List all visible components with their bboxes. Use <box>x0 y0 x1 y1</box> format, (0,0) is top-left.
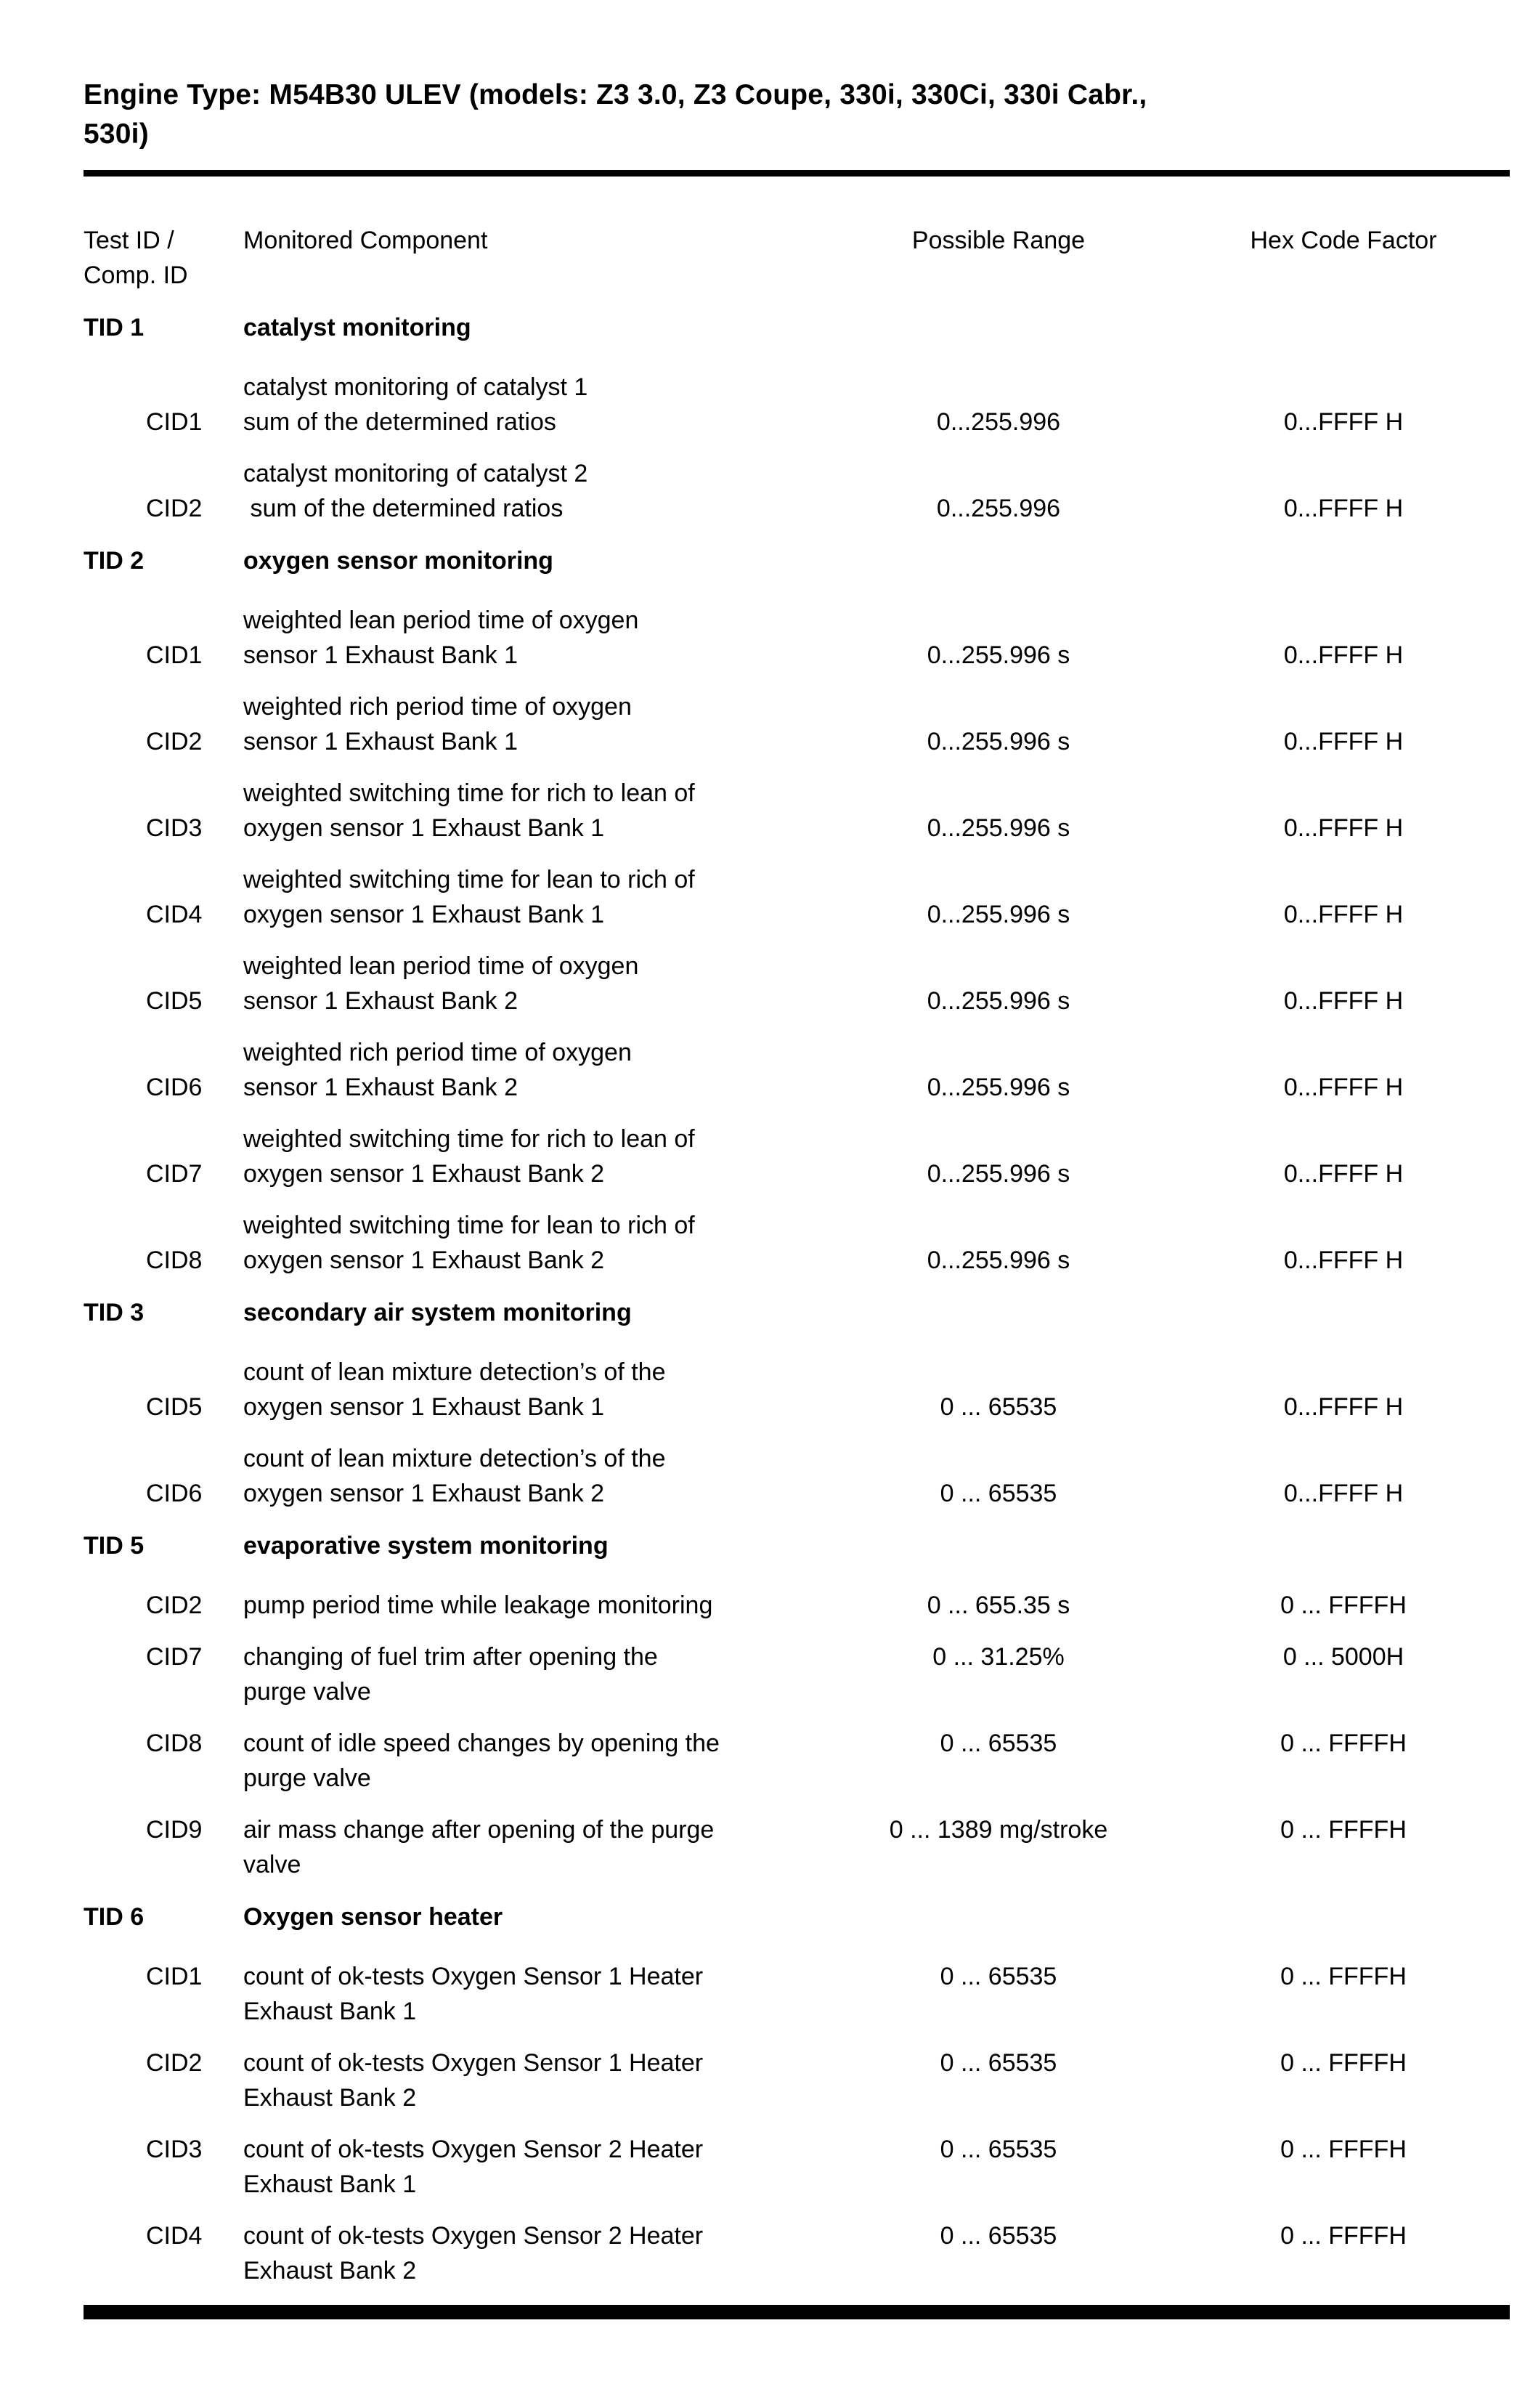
table-body <box>84 310 1525 2288</box>
cid-range: 0...255.996 s <box>927 987 1070 1015</box>
page-title <box>84 76 1525 154</box>
cid-component <box>243 2046 824 2115</box>
cid-component <box>243 1035 824 1105</box>
cid-range: 0 ... 65535 <box>940 1963 1057 1990</box>
cid-label: CID5 <box>146 1393 203 1421</box>
cid-hex: 0 ... 5000H <box>1282 1643 1404 1671</box>
cid-hex: 0 ... FFFFH <box>1280 2222 1407 2250</box>
cid-label: CID1 <box>146 641 203 669</box>
cid-label: CID9 <box>146 1816 203 1844</box>
cid-row <box>84 2132 1525 2202</box>
cid-component-line: purge valve <box>243 1764 371 1792</box>
cid-component <box>243 1441 824 1511</box>
cid-component-line: catalyst monitoring of catalyst 2 <box>243 460 588 487</box>
tid-label: TID 2 <box>84 547 145 575</box>
cid-hex: 0...FFFF H <box>1283 901 1404 928</box>
cid-component <box>243 603 824 673</box>
cid-row <box>84 456 1525 526</box>
cid-label: CID2 <box>146 495 203 522</box>
cid-component <box>243 689 824 759</box>
cid-component-line: count of ok-tests Oxygen Sensor 2 Heater <box>243 2136 704 2163</box>
cid-hex: 0...FFFF H <box>1283 1074 1404 1101</box>
cid-label: CID8 <box>146 1730 203 1757</box>
cid-component-line: weighted switching time for lean to rich of <box>243 866 695 893</box>
cid-hex: 0 ... FFFFH <box>1280 1592 1407 1619</box>
cid-row <box>84 1355 1525 1424</box>
cid-component-line: count of ok-tests Oxygen Sensor 1 Heater <box>243 1963 704 1990</box>
cid-label: CID7 <box>146 1160 203 1188</box>
cid-label: CID7 <box>146 1643 203 1671</box>
cid-label: CID6 <box>146 1480 203 1507</box>
cid-component-line: catalyst monitoring of catalyst 1 <box>243 373 588 401</box>
cid-hex: 0 ... FFFFH <box>1280 1816 1407 1844</box>
cid-hex: 0...FFFF H <box>1283 728 1404 755</box>
cid-range: 0...255.996 <box>936 408 1061 436</box>
cid-label: CID6 <box>146 1074 203 1101</box>
tid-header-row <box>84 543 1525 578</box>
cid-range: 0...255.996 s <box>927 901 1070 928</box>
page-title-line1: Engine Type: M54B30 ULEV (models: Z3 3.0, Z3 Coupe, 330i, 330Ci, 330i Cabr., <box>84 79 1147 110</box>
cid-component <box>243 1726 824 1796</box>
column-header-hex-code-factor: Hex Code Factor <box>1250 227 1437 254</box>
tid-section <box>84 543 1525 1278</box>
cid-row <box>84 1959 1525 2029</box>
cid-row <box>84 689 1525 759</box>
cid-hex: 0 ... FFFFH <box>1280 1730 1407 1757</box>
cid-row <box>84 1208 1525 1278</box>
tid-header-row <box>84 310 1525 345</box>
cid-row <box>84 1441 1525 1511</box>
cid-range: 0...255.996 <box>936 495 1061 522</box>
tid-label: TID 5 <box>84 1532 145 1560</box>
cid-component <box>243 1639 824 1709</box>
tid-name: secondary air system monitoring <box>243 1299 632 1326</box>
cid-component-line: sensor 1 Exhaust Bank 1 <box>243 728 518 755</box>
cid-component <box>243 949 824 1018</box>
cid-row <box>84 1122 1525 1191</box>
cid-range: 0...255.996 s <box>927 814 1070 842</box>
header-rule <box>84 170 1510 177</box>
cid-hex: 0 ... FFFFH <box>1280 2136 1407 2163</box>
tid-section <box>84 1295 1525 1511</box>
cid-component-line: oxygen sensor 1 Exhaust Bank 2 <box>243 1160 605 1188</box>
cid-component-line: oxygen sensor 1 Exhaust Bank 2 <box>243 1480 605 1507</box>
tid-header-row <box>84 1900 1525 1934</box>
cid-component <box>243 2218 824 2288</box>
cid-row <box>84 862 1525 932</box>
cid-component-line: Exhaust Bank 1 <box>243 1998 417 2025</box>
cid-range: 0 ... 1389 mg/stroke <box>889 1816 1108 1844</box>
cid-label: CID8 <box>146 1246 203 1274</box>
cid-component-line: weighted switching time for rich to lean of <box>243 1125 695 1153</box>
cid-component-line: Exhaust Bank 2 <box>243 2084 417 2112</box>
cid-range: 0 ... 65535 <box>940 1480 1057 1507</box>
tid-label: TID 6 <box>84 1903 145 1931</box>
cid-label: CID1 <box>146 408 203 436</box>
cid-hex: 0...FFFF H <box>1283 1246 1404 1274</box>
cid-range: 0...255.996 s <box>927 728 1070 755</box>
cid-label: CID2 <box>146 1592 203 1619</box>
column-header-possible-range: Possible Range <box>911 227 1086 254</box>
cid-component-line: sum of the determined ratios <box>243 495 564 522</box>
cid-label: CID4 <box>146 901 203 928</box>
cid-range: 0 ... 65535 <box>940 2136 1057 2163</box>
cid-component-line: count of idle speed changes by opening the <box>243 1730 720 1757</box>
cid-label: CID3 <box>146 2136 203 2163</box>
tid-label: TID 3 <box>84 1299 145 1326</box>
cid-range: 0 ... 65535 <box>940 1393 1057 1421</box>
cid-component-line: count of ok-tests Oxygen Sensor 1 Heater <box>243 2049 704 2077</box>
cid-component-line: sum of the determined ratios <box>243 408 556 436</box>
cid-component <box>243 2132 824 2202</box>
cid-component <box>243 1588 824 1623</box>
cid-component-line: purge valve <box>243 1678 371 1706</box>
cid-component-line: weighted lean period time of oxygen <box>243 607 639 634</box>
cid-component <box>243 1355 824 1424</box>
cid-label: CID2 <box>146 728 203 755</box>
cid-component <box>243 862 824 932</box>
cid-component-line: weighted rich period time of oxygen <box>243 693 632 721</box>
cid-range: 0 ... 65535 <box>940 2049 1057 2077</box>
tid-name: catalyst monitoring <box>243 314 471 341</box>
cid-row <box>84 1726 1525 1796</box>
table-column-headers <box>84 223 1525 293</box>
cid-row <box>84 949 1525 1018</box>
cid-row <box>84 1812 1525 1882</box>
tid-name: oxygen sensor monitoring <box>243 547 553 575</box>
cid-component <box>243 1959 824 2029</box>
cid-label: CID2 <box>146 2049 203 2077</box>
cid-component-line: air mass change after opening of the purge <box>243 1816 715 1844</box>
cid-row <box>84 1639 1525 1709</box>
cid-component-line: sensor 1 Exhaust Bank 2 <box>243 1074 518 1101</box>
cid-hex: 0...FFFF H <box>1283 1480 1404 1507</box>
tid-name: evaporative system monitoring <box>243 1532 609 1560</box>
cid-component <box>243 456 824 526</box>
tid-name: Oxygen sensor heater <box>243 1903 503 1931</box>
cid-component-line: count of lean mixture detection’s of the <box>243 1358 666 1386</box>
cid-component-line: Exhaust Bank 2 <box>243 2257 417 2285</box>
tid-section <box>84 310 1525 526</box>
column-header-test-id-line2: Comp. ID <box>84 262 188 289</box>
cid-hex: 0...FFFF H <box>1283 987 1404 1015</box>
cid-component-line: sensor 1 Exhaust Bank 1 <box>243 641 518 669</box>
cid-hex: 0...FFFF H <box>1283 641 1404 669</box>
cid-component <box>243 776 824 846</box>
cid-component-line: changing of fuel trim after opening the <box>243 1643 658 1671</box>
cid-component-line: oxygen sensor 1 Exhaust Bank 1 <box>243 1393 605 1421</box>
cid-component-line: Exhaust Bank 1 <box>243 2170 417 2198</box>
cid-row <box>84 776 1525 846</box>
cid-row <box>84 603 1525 673</box>
cid-component <box>243 1122 824 1191</box>
cid-component-line: weighted switching time for rich to lean of <box>243 779 695 807</box>
cid-range: 0...255.996 s <box>927 1074 1070 1101</box>
cid-label: CID5 <box>146 987 203 1015</box>
cid-hex: 0...FFFF H <box>1283 814 1404 842</box>
tid-section <box>84 1900 1525 2288</box>
cid-range: 0...255.996 s <box>927 1246 1070 1274</box>
tid-section <box>84 1528 1525 1882</box>
cid-component <box>243 370 824 439</box>
cid-row <box>84 2046 1525 2115</box>
cid-hex: 0...FFFF H <box>1283 1393 1404 1421</box>
cid-label: CID1 <box>146 1963 203 1990</box>
cid-component-line: count of lean mixture detection’s of the <box>243 1445 666 1472</box>
tid-header-row <box>84 1295 1525 1330</box>
cid-component-line: weighted rich period time of oxygen <box>243 1039 632 1066</box>
cid-component-line: valve <box>243 1851 301 1878</box>
footer-rule <box>84 2305 1510 2319</box>
cid-component-line: sensor 1 Exhaust Bank 2 <box>243 987 518 1015</box>
cid-range: 0 ... 65535 <box>940 2222 1057 2250</box>
cid-component-line: weighted switching time for lean to rich of <box>243 1212 695 1239</box>
cid-range: 0...255.996 s <box>927 1160 1070 1188</box>
cid-row <box>84 1588 1525 1623</box>
cid-range: 0 ... 655.35 s <box>927 1592 1070 1619</box>
cid-row <box>84 370 1525 439</box>
cid-hex: 0 ... FFFFH <box>1280 1963 1407 1990</box>
cid-row <box>84 1035 1525 1105</box>
cid-component-line: weighted lean period time of oxygen <box>243 952 639 980</box>
cid-range: 0 ... 65535 <box>940 1730 1057 1757</box>
cid-component <box>243 1208 824 1278</box>
cid-range: 0...255.996 s <box>927 641 1070 669</box>
column-header-test-id-line1: Test ID / <box>84 227 174 254</box>
cid-label: CID3 <box>146 814 203 842</box>
cid-component-line: oxygen sensor 1 Exhaust Bank 1 <box>243 901 605 928</box>
document-header <box>84 76 1525 177</box>
column-header-monitored-component: Monitored Component <box>243 227 488 254</box>
cid-component-line: oxygen sensor 1 Exhaust Bank 1 <box>243 814 605 842</box>
column-header-test-id <box>84 223 243 293</box>
cid-hex: 0...FFFF H <box>1283 495 1404 522</box>
page-title-line2: 530i) <box>84 118 149 150</box>
cid-component-line: count of ok-tests Oxygen Sensor 2 Heater <box>243 2222 704 2250</box>
cid-hex: 0...FFFF H <box>1283 1160 1404 1188</box>
cid-component <box>243 1812 824 1882</box>
tid-label: TID 1 <box>84 314 145 341</box>
cid-label: CID4 <box>146 2222 203 2250</box>
tid-header-row <box>84 1528 1525 1563</box>
cid-hex: 0...FFFF H <box>1283 408 1404 436</box>
cid-range: 0 ... 31.25% <box>932 1643 1065 1671</box>
cid-component-line: oxygen sensor 1 Exhaust Bank 2 <box>243 1246 605 1274</box>
cid-hex: 0 ... FFFFH <box>1280 2049 1407 2077</box>
cid-row <box>84 2218 1525 2288</box>
cid-component-line: pump period time while leakage monitoring <box>243 1592 713 1619</box>
